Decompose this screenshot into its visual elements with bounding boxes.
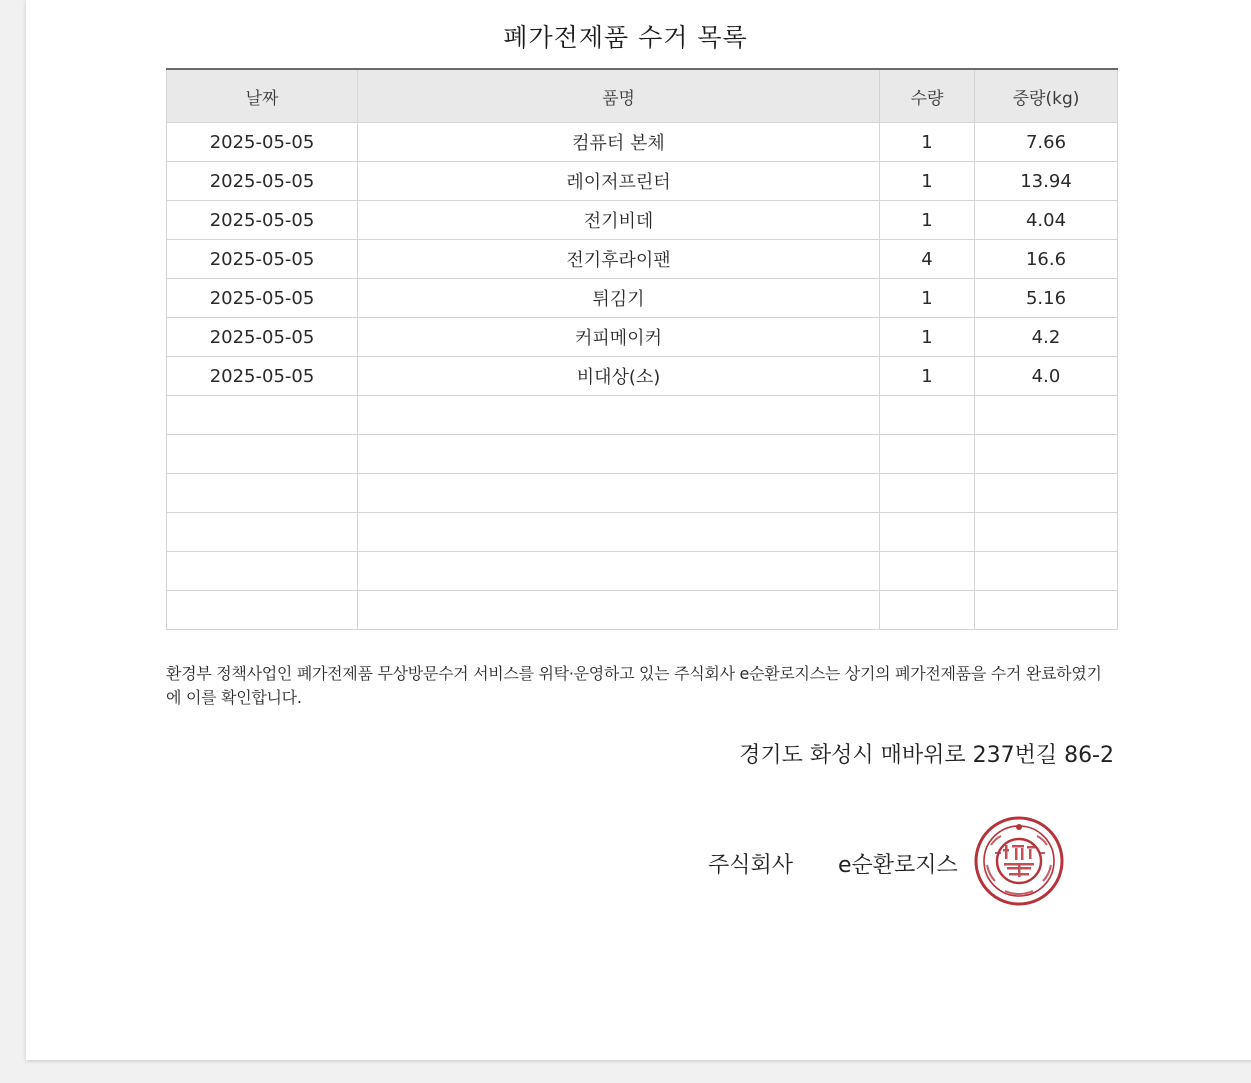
cell-weight [975,513,1118,552]
table-row [167,552,1118,591]
cell-quantity [880,435,975,474]
table-row [167,474,1118,513]
cell-quantity [880,513,975,552]
cell-quantity [880,552,975,591]
table-header-row [167,69,1118,123]
cell-item-name [358,396,880,435]
cell-item-name: 전기비데 [358,201,880,240]
cell-item-name [358,513,880,552]
cell-quantity: 1 [880,201,975,240]
cell-quantity: 1 [880,279,975,318]
table-row [167,123,1118,162]
cell-date [167,552,358,591]
cell-item-name [358,435,880,474]
cell-quantity [880,591,975,630]
table-row [167,201,1118,240]
cell-item-name: 컴퓨터 본체 [358,123,880,162]
cell-quantity: 1 [880,318,975,357]
cell-quantity: 1 [880,162,975,201]
company-name: e순환로지스 [838,853,958,878]
cell-date: 2025-05-05 [167,357,358,396]
cell-weight: 4.2 [975,318,1118,357]
company-address: 경기도 화성시 매바위로 237번길 86-2 [739,743,1114,768]
cell-weight: 4.0 [975,357,1118,396]
cell-item-name: 튀김기 [358,279,880,318]
company-type-label: 주식회사 [708,853,794,878]
cell-quantity [880,396,975,435]
cell-date [167,591,358,630]
table-row [167,513,1118,552]
cell-date: 2025-05-05 [167,240,358,279]
cell-weight: 16.6 [975,240,1118,279]
cell-item-name [358,474,880,513]
cell-weight [975,552,1118,591]
confirmation-notice: 환경부 정책사업인 폐가전제품 무상방문수거 서비스를 위탁·운영하고 있는 주식회사 e순환로지스는 상기의 폐가전제품을 수거 완료하였기에 이를 확인합니다. [166,664,1102,707]
cell-weight: 4.04 [975,201,1118,240]
cell-weight [975,591,1118,630]
table-row [167,240,1118,279]
table-row [167,357,1118,396]
cell-weight [975,396,1118,435]
table-row [167,279,1118,318]
page-title: 폐가전제품 수거 목록 [503,23,748,52]
table-row [167,396,1118,435]
cell-quantity: 1 [880,123,975,162]
cell-date [167,435,358,474]
cell-date: 2025-05-05 [167,279,358,318]
cell-quantity [880,474,975,513]
cell-item-name: 레이저프린터 [358,162,880,201]
table-row [167,162,1118,201]
cell-date: 2025-05-05 [167,162,358,201]
cell-item-name [358,591,880,630]
cell-date [167,513,358,552]
cell-weight [975,474,1118,513]
column-header-quantity: 수량 [880,69,975,123]
cell-date: 2025-05-05 [167,201,358,240]
table-row [167,591,1118,630]
cell-quantity: 4 [880,240,975,279]
cell-weight [975,435,1118,474]
table-row [167,318,1118,357]
cell-weight: 13.94 [975,162,1118,201]
collection-table [166,68,1118,630]
cell-item-name [358,552,880,591]
cell-item-name: 비대상(소) [358,357,880,396]
cell-weight: 7.66 [975,123,1118,162]
cell-date: 2025-05-05 [167,318,358,357]
cell-date [167,474,358,513]
table-row [167,435,1118,474]
column-header-item-name: 품명 [358,69,880,123]
cell-item-name: 커피메이커 [358,318,880,357]
cell-quantity: 1 [880,357,975,396]
cell-item-name: 전기후라이팬 [358,240,880,279]
cell-weight: 5.16 [975,279,1118,318]
cell-date [167,396,358,435]
cell-date: 2025-05-05 [167,123,358,162]
column-header-weight: 중량(kg) [975,69,1118,123]
column-header-date: 날짜 [167,69,358,123]
seal-stamp-icon [973,815,1065,907]
